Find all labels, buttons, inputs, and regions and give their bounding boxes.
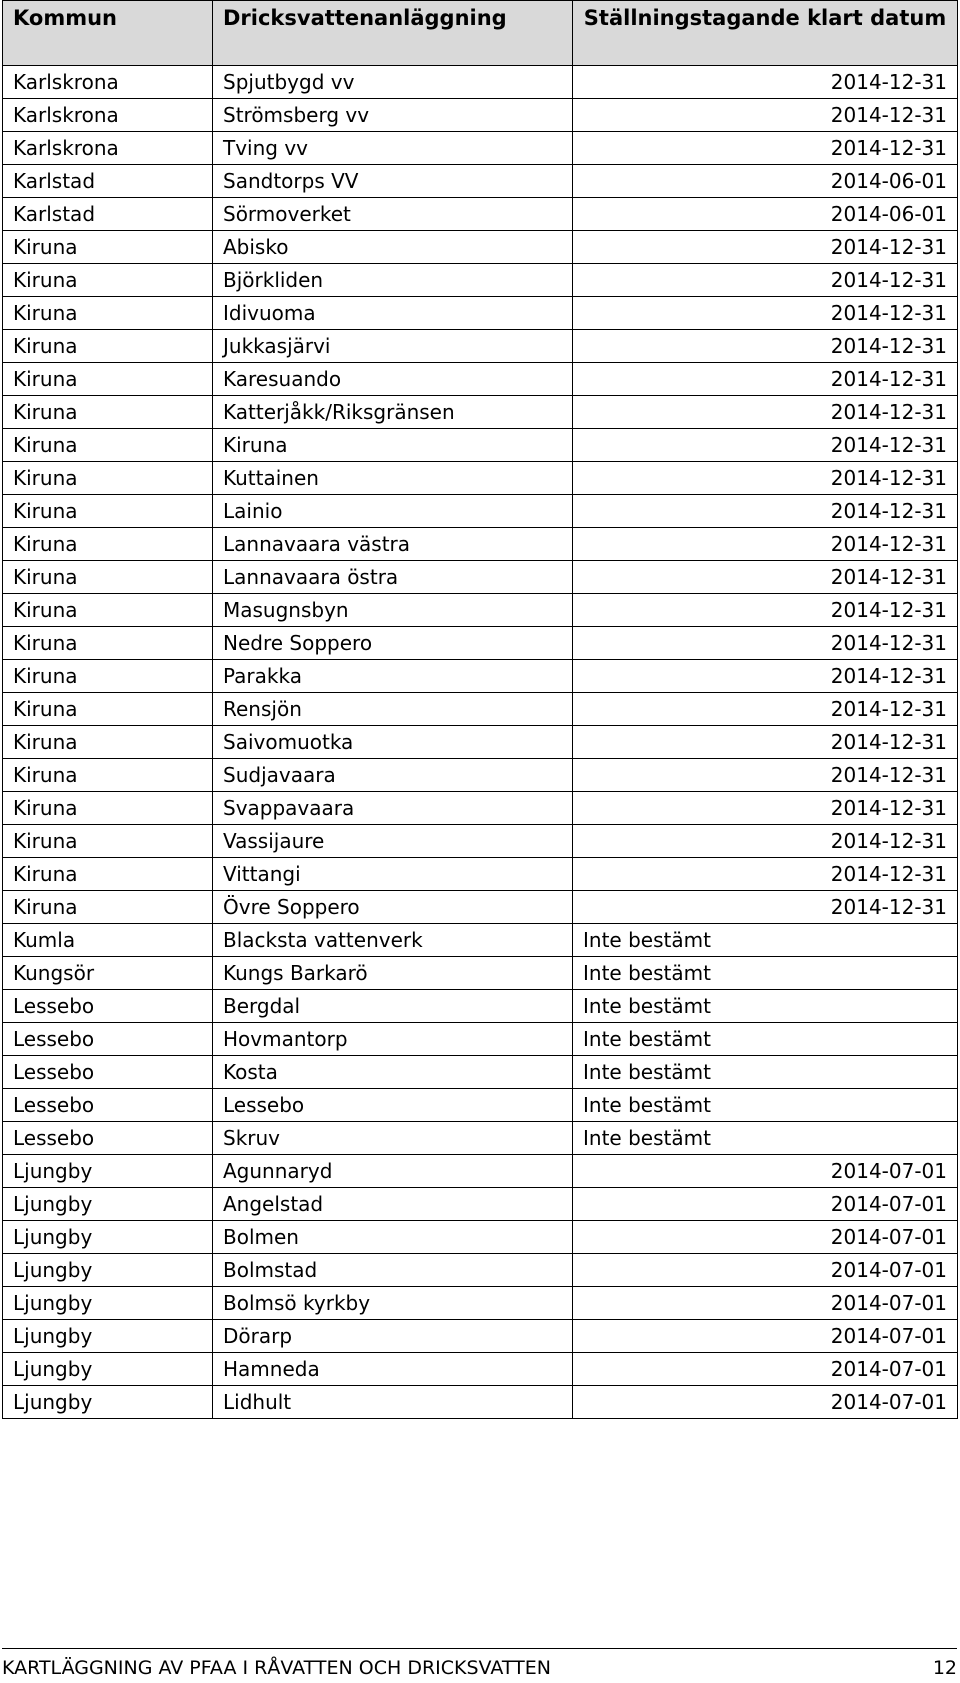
cell-datum: 2014-12-31	[573, 660, 958, 693]
cell-anlaggning: Strömsberg vv	[213, 99, 573, 132]
cell-datum: Inte bestämt	[573, 1056, 958, 1089]
table-header-row	[3, 1, 958, 66]
cell-anlaggning: Björkliden	[213, 264, 573, 297]
cell-anlaggning: Bolmsö kyrkby	[213, 1287, 573, 1320]
cell-kommun: Lessebo	[3, 1122, 213, 1155]
table-row	[3, 429, 958, 462]
cell-datum: 2014-06-01	[573, 165, 958, 198]
table-row	[3, 528, 958, 561]
cell-kommun: Kiruna	[3, 759, 213, 792]
table-row	[3, 330, 958, 363]
cell-kommun: Ljungby	[3, 1320, 213, 1353]
cell-anlaggning: Bolmstad	[213, 1254, 573, 1287]
table-row	[3, 99, 958, 132]
cell-datum: Inte bestämt	[573, 990, 958, 1023]
cell-anlaggning: Sörmoverket	[213, 198, 573, 231]
cell-anlaggning: Nedre Soppero	[213, 627, 573, 660]
cell-datum: 2014-07-01	[573, 1188, 958, 1221]
cell-datum: 2014-07-01	[573, 1320, 958, 1353]
table-row	[3, 1089, 958, 1122]
cell-kommun: Kiruna	[3, 561, 213, 594]
table-row	[3, 297, 958, 330]
page-number: 12	[932, 1657, 957, 1679]
cell-anlaggning: Idivuoma	[213, 297, 573, 330]
cell-datum: 2014-12-31	[573, 264, 958, 297]
cell-kommun: Kiruna	[3, 825, 213, 858]
cell-kommun: Ljungby	[3, 1386, 213, 1419]
table-row	[3, 396, 958, 429]
cell-datum: 2014-12-31	[573, 99, 958, 132]
cell-anlaggning: Tving vv	[213, 132, 573, 165]
table-row	[3, 924, 958, 957]
cell-anlaggning: Parakka	[213, 660, 573, 693]
cell-anlaggning: Jukkasjärvi	[213, 330, 573, 363]
cell-kommun: Kiruna	[3, 528, 213, 561]
cell-datum: 2014-12-31	[573, 561, 958, 594]
cell-datum: 2014-12-31	[573, 627, 958, 660]
cell-anlaggning: Karesuando	[213, 363, 573, 396]
cell-kommun: Kiruna	[3, 495, 213, 528]
column-header-kommun: Kommun	[3, 1, 213, 66]
cell-anlaggning: Sudjavaara	[213, 759, 573, 792]
cell-anlaggning: Vittangi	[213, 858, 573, 891]
cell-kommun: Kiruna	[3, 297, 213, 330]
cell-datum: 2014-12-31	[573, 66, 958, 99]
table-row	[3, 462, 958, 495]
cell-kommun: Kiruna	[3, 726, 213, 759]
table-row	[3, 1188, 958, 1221]
cell-kommun: Kiruna	[3, 231, 213, 264]
table-row	[3, 1221, 958, 1254]
table-row	[3, 627, 958, 660]
cell-datum: 2014-12-31	[573, 759, 958, 792]
table-row	[3, 495, 958, 528]
cell-kommun: Kiruna	[3, 792, 213, 825]
table-row	[3, 132, 958, 165]
cell-datum: 2014-12-31	[573, 693, 958, 726]
cell-kommun: Kiruna	[3, 330, 213, 363]
cell-anlaggning: Masugnsbyn	[213, 594, 573, 627]
cell-datum: Inte bestämt	[573, 957, 958, 990]
cell-kommun: Kungsör	[3, 957, 213, 990]
cell-anlaggning: Vassijaure	[213, 825, 573, 858]
cell-kommun: Kiruna	[3, 891, 213, 924]
cell-anlaggning: Lessebo	[213, 1089, 573, 1122]
table-row	[3, 759, 958, 792]
table-row	[3, 165, 958, 198]
table-row	[3, 231, 958, 264]
cell-kommun: Kiruna	[3, 627, 213, 660]
cell-datum: 2014-12-31	[573, 825, 958, 858]
cell-datum: Inte bestämt	[573, 1089, 958, 1122]
cell-anlaggning: Lainio	[213, 495, 573, 528]
table-row	[3, 792, 958, 825]
cell-anlaggning: Svappavaara	[213, 792, 573, 825]
cell-datum: 2014-07-01	[573, 1254, 958, 1287]
cell-datum: 2014-07-01	[573, 1221, 958, 1254]
cell-anlaggning: Saivomuotka	[213, 726, 573, 759]
footer-title: KARTLÄGGNING AV PFAA I RÅVATTEN OCH DRICKSVATTEN	[2, 1657, 551, 1679]
cell-datum: 2014-12-31	[573, 858, 958, 891]
cell-anlaggning: Blacksta vattenverk	[213, 924, 573, 957]
cell-anlaggning: Bergdal	[213, 990, 573, 1023]
table-row	[3, 1122, 958, 1155]
cell-kommun: Lessebo	[3, 990, 213, 1023]
cell-kommun: Kiruna	[3, 396, 213, 429]
table-row	[3, 693, 958, 726]
cell-anlaggning: Sandtorps VV	[213, 165, 573, 198]
cell-anlaggning: Agunnaryd	[213, 1155, 573, 1188]
cell-kommun: Kiruna	[3, 693, 213, 726]
table-row	[3, 363, 958, 396]
cell-datum: 2014-12-31	[573, 396, 958, 429]
cell-datum: Inte bestämt	[573, 1122, 958, 1155]
table-row	[3, 1386, 958, 1419]
cell-anlaggning: Lannavaara västra	[213, 528, 573, 561]
cell-datum: 2014-12-31	[573, 594, 958, 627]
cell-kommun: Lessebo	[3, 1023, 213, 1056]
cell-anlaggning: Lidhult	[213, 1386, 573, 1419]
cell-kommun: Kiruna	[3, 858, 213, 891]
cell-anlaggning: Kiruna	[213, 429, 573, 462]
table-row	[3, 858, 958, 891]
cell-datum: 2014-07-01	[573, 1155, 958, 1188]
cell-datum: 2014-06-01	[573, 198, 958, 231]
cell-kommun: Karlskrona	[3, 66, 213, 99]
cell-anlaggning: Skruv	[213, 1122, 573, 1155]
cell-datum: 2014-12-31	[573, 792, 958, 825]
cell-anlaggning: Bolmen	[213, 1221, 573, 1254]
cell-anlaggning: Kuttainen	[213, 462, 573, 495]
cell-datum: 2014-12-31	[573, 429, 958, 462]
table-row	[3, 660, 958, 693]
cell-anlaggning: Övre Soppero	[213, 891, 573, 924]
cell-anlaggning: Katterjåkk/Riksgränsen	[213, 396, 573, 429]
table-row	[3, 1353, 958, 1386]
cell-datum: 2014-12-31	[573, 330, 958, 363]
cell-kommun: Kiruna	[3, 462, 213, 495]
cell-anlaggning: Spjutbygd vv	[213, 66, 573, 99]
cell-datum: Inte bestämt	[573, 924, 958, 957]
cell-datum: 2014-12-31	[573, 495, 958, 528]
cell-anlaggning: Angelstad	[213, 1188, 573, 1221]
table-body	[3, 66, 958, 1419]
cell-kommun: Lessebo	[3, 1056, 213, 1089]
cell-kommun: Kiruna	[3, 264, 213, 297]
cell-anlaggning: Hovmantorp	[213, 1023, 573, 1056]
table-row	[3, 825, 958, 858]
cell-datum: 2014-12-31	[573, 462, 958, 495]
cell-anlaggning: Dörarp	[213, 1320, 573, 1353]
water-plant-table	[2, 0, 958, 1419]
table-row	[3, 1320, 958, 1353]
cell-datum: 2014-12-31	[573, 363, 958, 396]
cell-kommun: Kiruna	[3, 363, 213, 396]
cell-kommun: Karlskrona	[3, 99, 213, 132]
table-row	[3, 198, 958, 231]
table-row	[3, 1023, 958, 1056]
cell-datum: 2014-12-31	[573, 231, 958, 264]
cell-kommun: Kumla	[3, 924, 213, 957]
table-row	[3, 264, 958, 297]
cell-kommun: Ljungby	[3, 1353, 213, 1386]
table-row	[3, 1254, 958, 1287]
cell-kommun: Kiruna	[3, 594, 213, 627]
table-row	[3, 1287, 958, 1320]
table-row	[3, 66, 958, 99]
cell-kommun: Ljungby	[3, 1254, 213, 1287]
table-row	[3, 726, 958, 759]
cell-kommun: Kiruna	[3, 660, 213, 693]
cell-kommun: Karlstad	[3, 165, 213, 198]
table-row	[3, 561, 958, 594]
table-row	[3, 1155, 958, 1188]
table-row	[3, 594, 958, 627]
table-row	[3, 891, 958, 924]
cell-datum: 2014-07-01	[573, 1287, 958, 1320]
cell-kommun: Lessebo	[3, 1089, 213, 1122]
cell-datum: 2014-12-31	[573, 891, 958, 924]
cell-anlaggning: Kungs Barkarö	[213, 957, 573, 990]
table-row	[3, 957, 958, 990]
cell-kommun: Karlskrona	[3, 132, 213, 165]
column-header-stallningstagande: Ställningstagande klart datum	[573, 1, 958, 66]
cell-datum: 2014-12-31	[573, 132, 958, 165]
cell-anlaggning: Kosta	[213, 1056, 573, 1089]
cell-kommun: Ljungby	[3, 1155, 213, 1188]
cell-datum: 2014-07-01	[573, 1353, 958, 1386]
page-footer	[2, 1648, 957, 1682]
cell-kommun: Kiruna	[3, 429, 213, 462]
cell-datum: Inte bestämt	[573, 1023, 958, 1056]
cell-datum: 2014-07-01	[573, 1386, 958, 1419]
cell-anlaggning: Hamneda	[213, 1353, 573, 1386]
cell-datum: 2014-12-31	[573, 726, 958, 759]
cell-kommun: Ljungby	[3, 1221, 213, 1254]
cell-anlaggning: Rensjön	[213, 693, 573, 726]
table-row	[3, 1056, 958, 1089]
cell-anlaggning: Lannavaara östra	[213, 561, 573, 594]
cell-datum: 2014-12-31	[573, 528, 958, 561]
cell-kommun: Ljungby	[3, 1188, 213, 1221]
table-row	[3, 990, 958, 1023]
cell-datum: 2014-12-31	[573, 297, 958, 330]
cell-kommun: Karlstad	[3, 198, 213, 231]
column-header-anlaggning: Dricksvattenanläggning	[213, 1, 573, 66]
cell-anlaggning: Abisko	[213, 231, 573, 264]
cell-kommun: Ljungby	[3, 1287, 213, 1320]
